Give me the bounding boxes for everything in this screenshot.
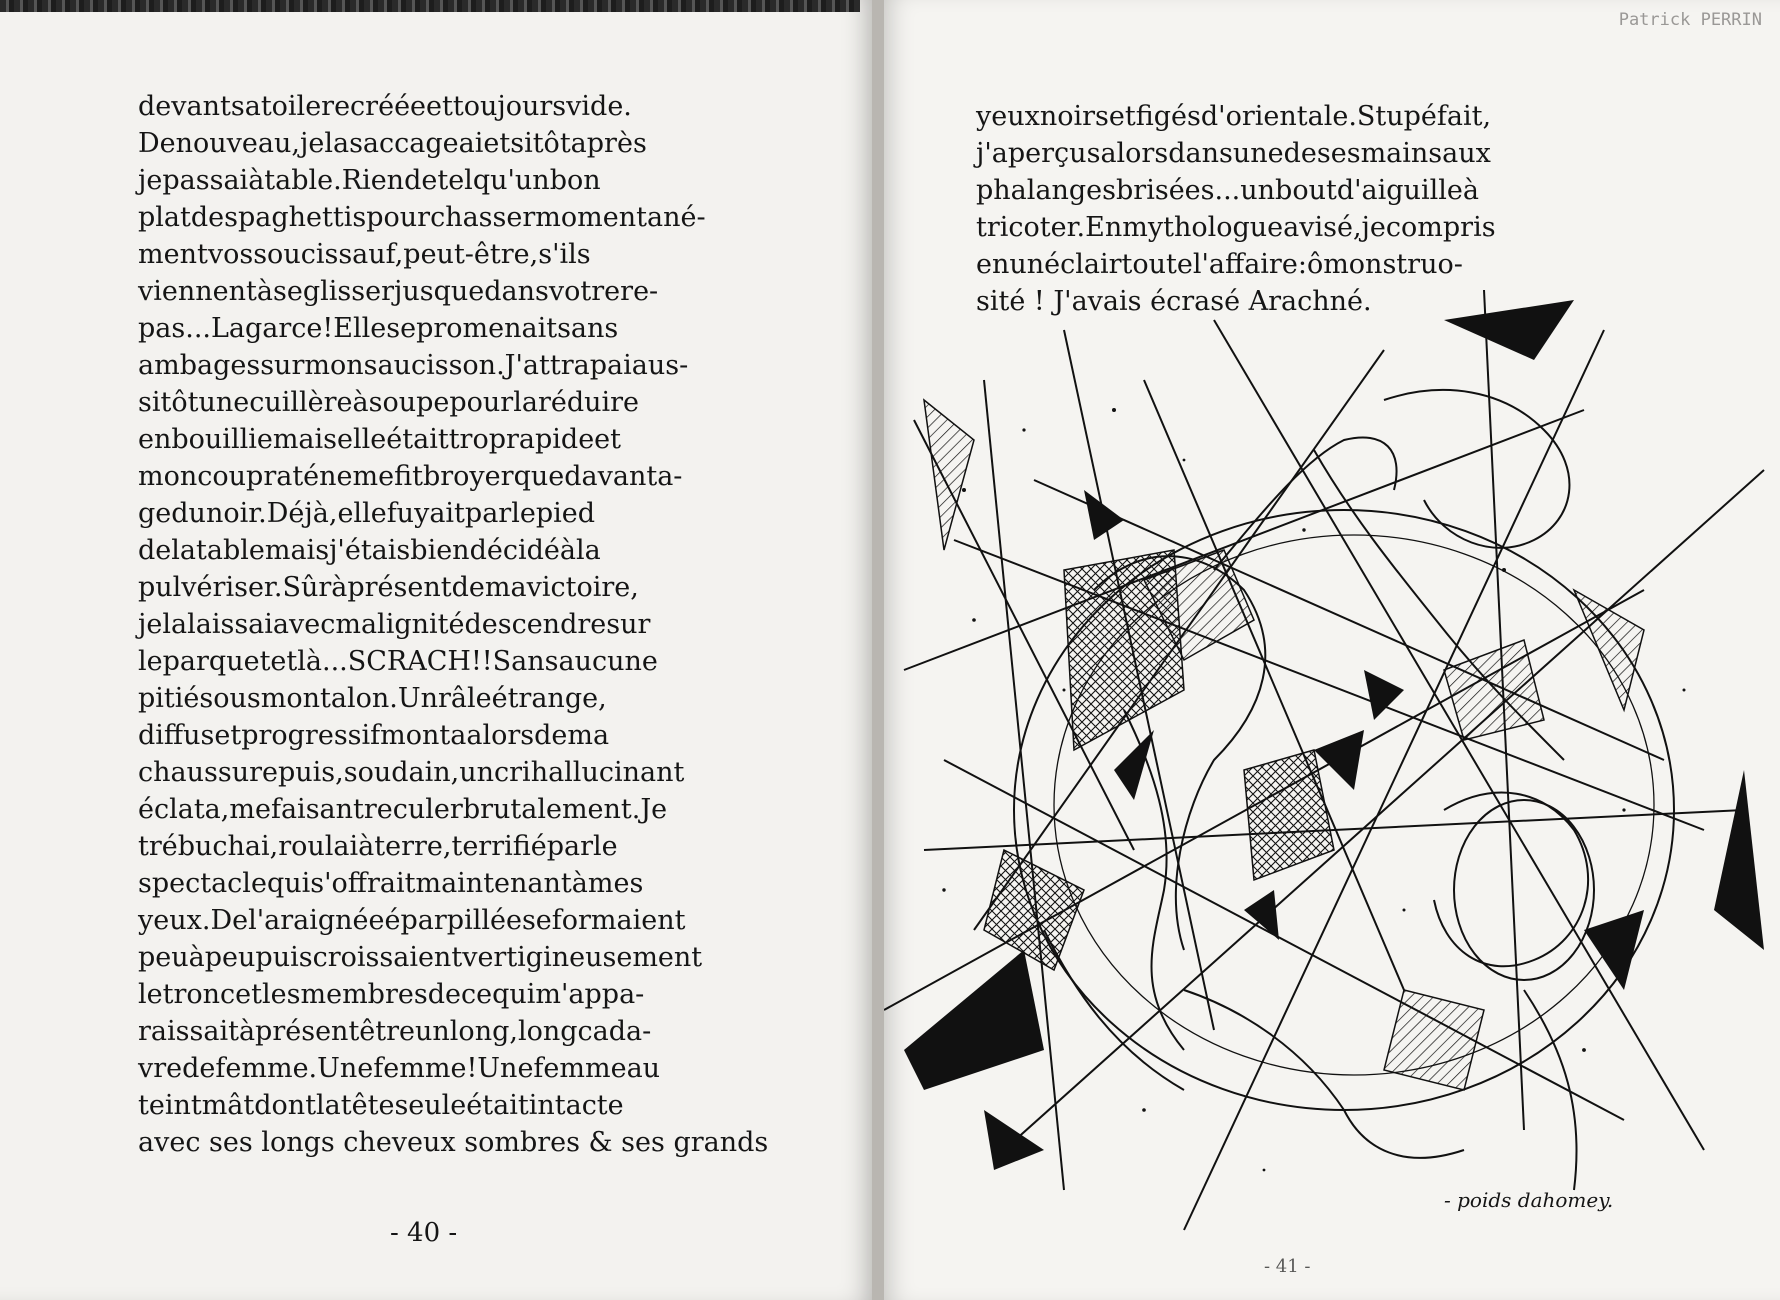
left-page [0, 0, 872, 1300]
text-line: avec ses longs cheveux sombres & ses grands [138, 1127, 769, 1158]
text-line: yeuxnoirsetfigésd'orientale.Stupéfait, [976, 101, 1492, 132]
text-line: ambagessurmonsaucisson.J'attrapaiaus- [138, 350, 689, 381]
text-line: jepassaiàtable.Riendetelqu'unbon [138, 165, 601, 196]
left-page-body-text [138, 88, 774, 1161]
text-line: diffusetprogressifmontaalorsdema [138, 720, 610, 751]
text-line: enbouilliemaiselleétaittroprapideet [138, 424, 622, 455]
text-line: phalangesbrisées...unboutd'aiguilleà [976, 175, 1479, 206]
text-line: moncoupraténemefitbroyerquedavanta- [138, 461, 683, 492]
scan-edge-band [0, 0, 860, 12]
text-line: raissaitàprésentêtreunlong,longcada- [138, 1016, 652, 1047]
text-line: j'aperçusalorsdansunedesesmainsaux [976, 138, 1491, 169]
right-page-body-text [976, 98, 1606, 320]
faint-running-header: Patrick PERRIN [1618, 10, 1762, 30]
text-line: teintmâtdontlatêteseuleétaitintacte [138, 1090, 624, 1121]
text-line: letroncetlesmembresdecequim'appa- [138, 979, 645, 1010]
text-line: tricoter.Enmythologueavisé,jecompris [976, 212, 1496, 243]
illustration-black-fills [904, 300, 1764, 1170]
text-line: platdespaghettispourchassermomentané- [138, 202, 706, 233]
text-line: spectaclequis'offraitmaintenantàmes [138, 868, 644, 899]
text-line: sitôtunecuillèreàsoupepourlaréduire [138, 387, 640, 418]
page-number-right: - 41 - [1264, 1256, 1311, 1277]
text-line: gedunoir.Déjà,ellefuyaitparlepied [138, 498, 596, 529]
text-line: pitiésousmontalon.Unrâleétrange, [138, 683, 607, 714]
text-line: Denouveau,jelasaccageaietsitôtaprès [138, 128, 647, 159]
text-line: vredefemme.Unefemme!Unefemmeau [138, 1053, 661, 1084]
text-line: sité ! J'avais écrasé Arachné. [976, 286, 1372, 317]
page-number-left: - 40 - [390, 1218, 458, 1248]
text-line: peuàpeupuiscroissaientvertigineusement [138, 942, 703, 973]
text-line: pas...Lagarce!Ellesepromenaitsans [138, 313, 619, 344]
text-line: jelalaissaiavecmalignitédescendresur [138, 609, 651, 640]
text-line: trébuchai,roulaiàterre,terrifiéparle [138, 831, 618, 862]
illustration-signature: - poids dahomey. [1444, 1188, 1614, 1212]
text-line: pulvériser.Sûràprésentdemavictoire, [138, 572, 639, 603]
ink-illustration [884, 290, 1780, 1260]
text-line: mentvossoucissauf,peut-être,s'ils [138, 239, 591, 270]
text-line: delatablemaisj'étaisbiendécidéàla [138, 535, 601, 566]
text-line: leparquetetlà...SCRACH!!Sansaucune [138, 646, 658, 677]
text-line: enunéclairtoutel'affaire:ômonstruo- [976, 249, 1463, 280]
text-line: chaussurepuis,soudain,uncrihallucinant [138, 757, 685, 788]
text-line: devantsatoilerecrééeettoujoursvide. [138, 91, 632, 122]
book-gutter [872, 0, 884, 1300]
right-page [884, 0, 1780, 1300]
text-line: viennentàseglisserjusquedansvotrere- [138, 276, 659, 307]
text-line: yeux.Del'araignéeéparpilléeseformaient [138, 905, 686, 936]
text-line: éclata,mefaisantreculerbrutalement.Je [138, 794, 668, 825]
